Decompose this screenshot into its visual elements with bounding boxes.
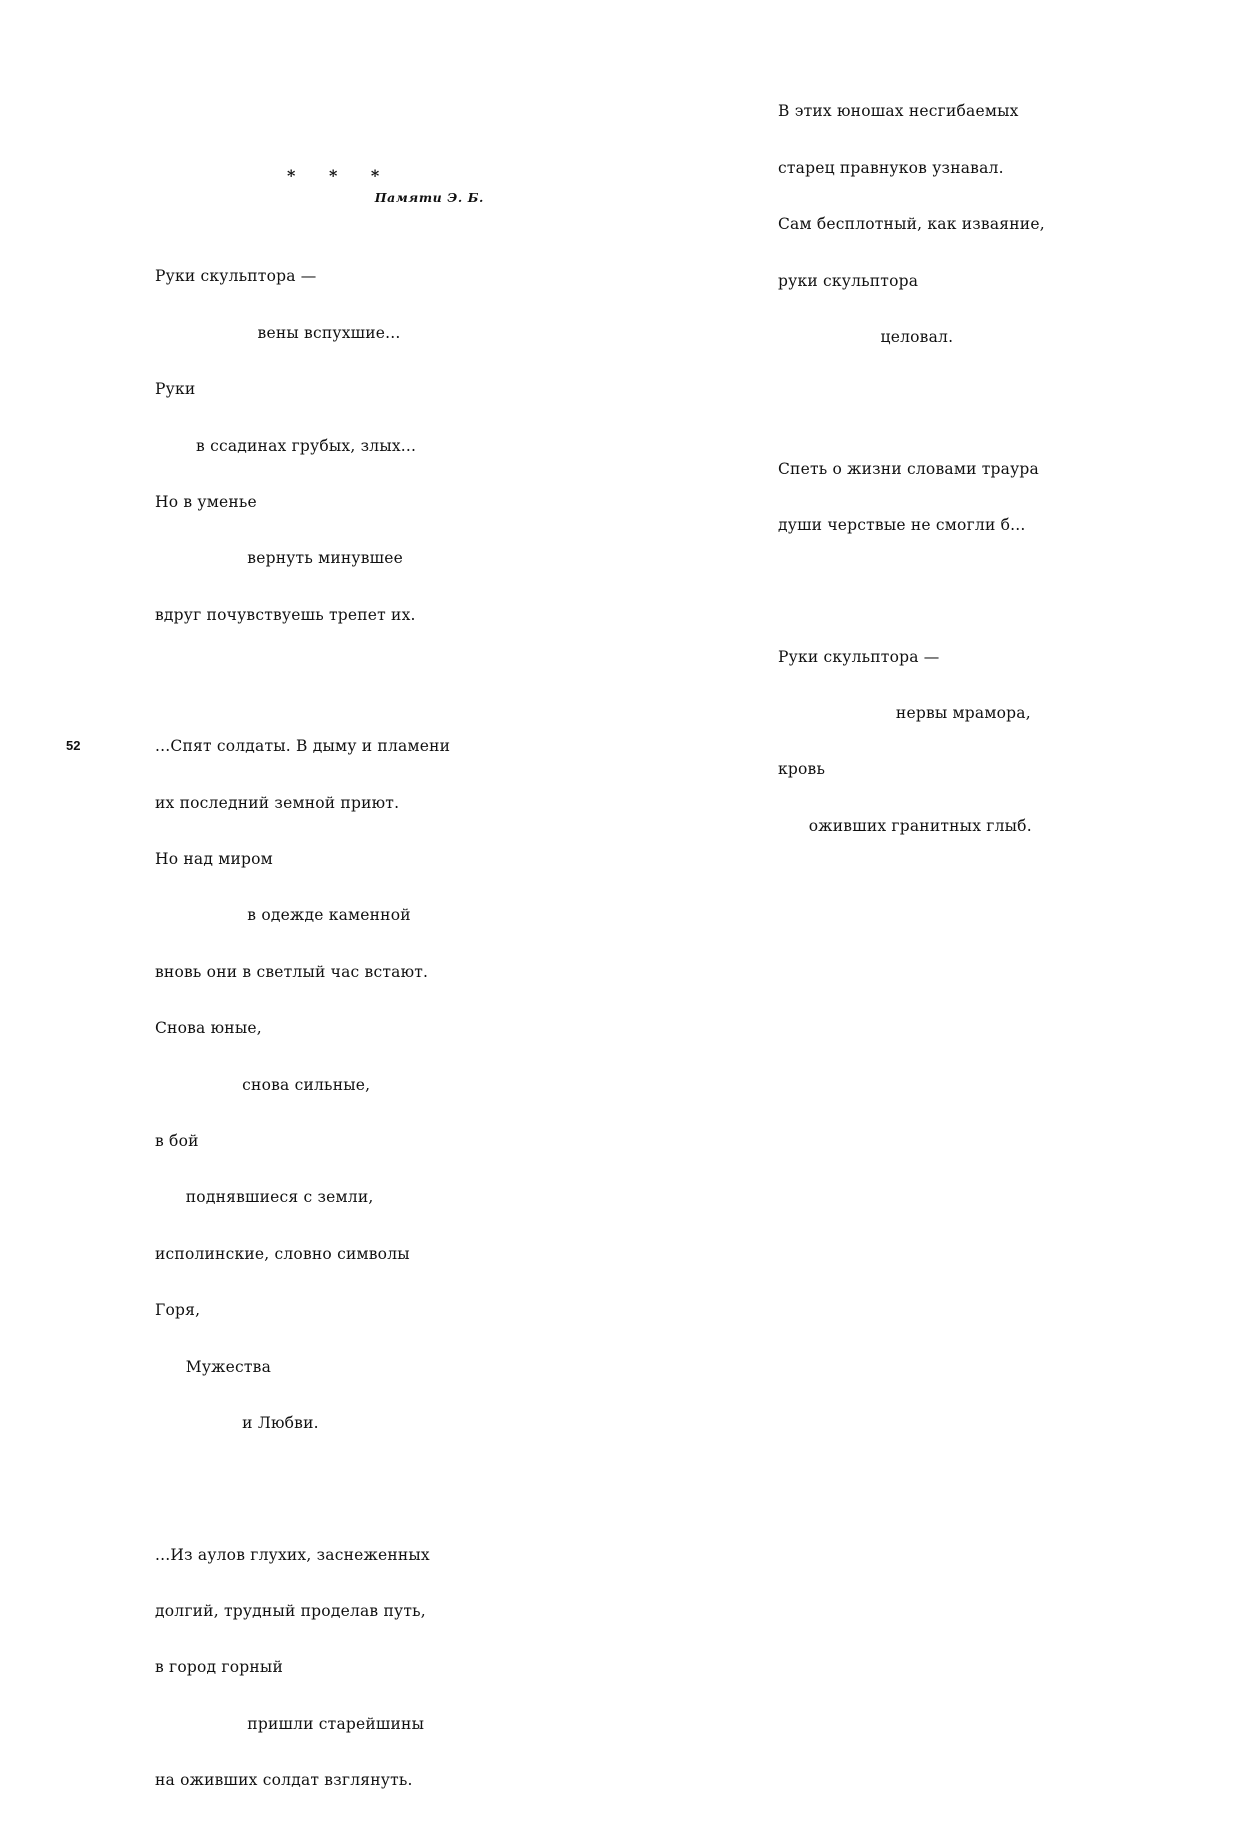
- poem-line: Руки: [155, 380, 196, 399]
- poem-line: Мужества: [155, 1357, 272, 1376]
- poem-line: пришли старейшины: [155, 1714, 425, 1733]
- poem-line: в одежде каменной: [155, 906, 411, 925]
- poem-line: вдруг почувствуешь трепет их.: [155, 605, 416, 624]
- poem-line: на оживших солдат взглянуть.: [155, 1771, 413, 1790]
- poem-line: Горя,: [155, 1301, 201, 1320]
- poem-line: В этих юношах несгибаемых: [778, 102, 1019, 121]
- poem-line: Но в уменье: [155, 492, 257, 511]
- poem-line: нервы мрамора,: [778, 703, 1031, 722]
- poem-line: в бой: [155, 1132, 199, 1151]
- poem-line: старец правнуков узнавал.: [778, 158, 1004, 177]
- poem-line: и Любви.: [155, 1414, 319, 1432]
- poem-line: Снова юные,: [155, 1019, 262, 1038]
- poem-line: снова сильные,: [155, 1075, 371, 1094]
- stanza-gap: [155, 1470, 495, 1489]
- poem-line: целовал.: [778, 327, 954, 346]
- poem-line: ...Спят солдаты. В дыму и пламени: [155, 737, 451, 756]
- poem-line: оживших гранитных глыб.: [778, 816, 1032, 835]
- poem-line: вернуть минувшее: [155, 549, 404, 568]
- poem-line: в город горный: [155, 1658, 284, 1677]
- page-number: 52: [66, 738, 81, 753]
- section-ornament: * * *: [287, 166, 394, 185]
- poem-line: вены вспухшие...: [155, 323, 401, 342]
- poem-line: души черствые не смогли б...: [778, 515, 1026, 534]
- poem-line: Спеть о жизни словами траура: [778, 459, 1039, 478]
- poem-line: ...Из аулов глухих, заснеженных: [155, 1545, 430, 1564]
- poem-line: в ссадинах грубых, злых...: [155, 436, 417, 455]
- left-page: [0, 0, 625, 1790]
- poem-line: поднявшиеся с земли,: [155, 1188, 374, 1207]
- poem-right-column: [778, 46, 1118, 873]
- poem-line: Но над миром: [155, 850, 273, 869]
- dedication: Памяти Э. Б.: [374, 190, 484, 205]
- poem-line: Руки скульптора —: [155, 267, 317, 286]
- poem-line: вновь они в светлый час встают.: [155, 962, 429, 981]
- poem-line: долгий, трудный проделав путь,: [155, 1601, 426, 1620]
- poem-line: Сам бесплотный, как изваяние,: [778, 215, 1045, 234]
- stanza-gap: [778, 572, 1118, 591]
- stanza-gap: [778, 384, 1118, 403]
- poem-line: руки скульптора: [778, 271, 919, 290]
- poem-line: кровь: [778, 760, 826, 779]
- poem-line: их последний земной приют.: [155, 793, 400, 812]
- poem-line: исполинские, словно символы: [155, 1244, 410, 1263]
- poem-line: Руки скульптора —: [778, 647, 940, 666]
- stanza-gap: [155, 662, 495, 681]
- poem-left-column: [155, 211, 495, 1828]
- right-page: [625, 0, 1250, 835]
